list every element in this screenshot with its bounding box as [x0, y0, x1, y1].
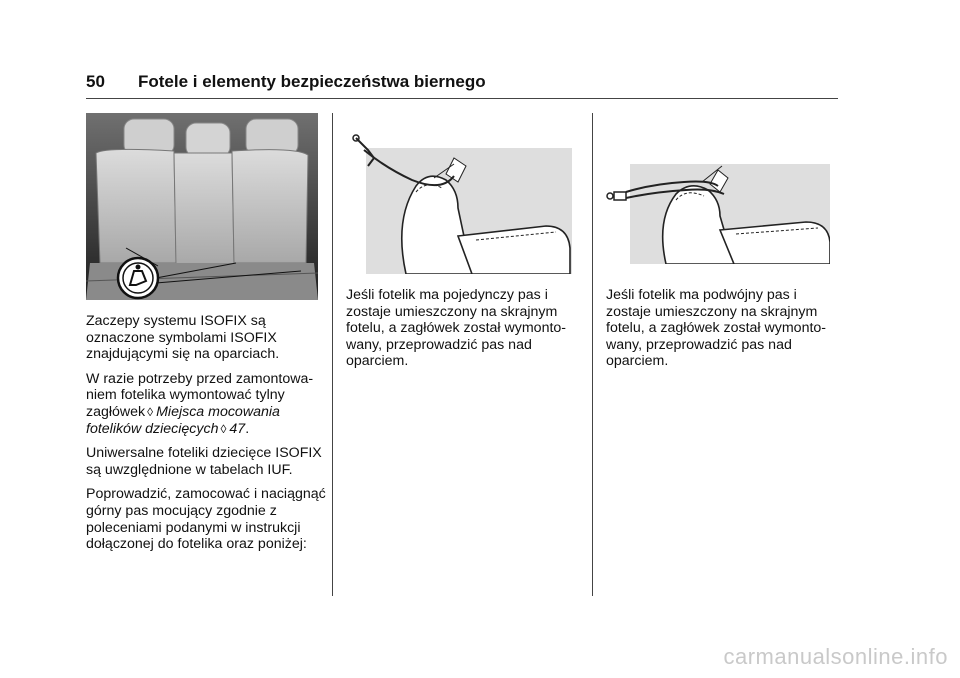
sentence-end: .	[245, 420, 250, 437]
rear-seat-photo	[86, 113, 318, 300]
watermark: carmanualsonline.info	[723, 644, 948, 669]
reference-arrow-icon: ◊	[147, 404, 154, 419]
column-divider-1	[332, 113, 333, 596]
single-strap-paragraph: Jeśli fotelik ma pojedynczy pas i zostaje umieszczony na skrajnym fotelu, a zagłówek został wymonto-wany, przeprowadzić pas nad oparciem.	[346, 287, 567, 370]
section-title: Fotele i elementy bezpieczeństwa biernego	[138, 72, 486, 91]
double-strap-illustration	[606, 158, 830, 264]
column-3-text	[606, 287, 840, 378]
universal-seats-paragraph: Uniwersalne foteliki dziecięce ISOFIX są uwzględnione w tabelach IUF.	[86, 445, 322, 478]
isofix-child-seat-icon	[118, 258, 158, 298]
column-divider-2	[592, 113, 593, 596]
reference-arrow-icon: ◊	[220, 421, 227, 436]
top-tether-paragraph: Poprowadzić, zamocować i naciągnąć górny pas mocujący zgodnie z poleceniami podanymi w instrukcji dołączonej do fotelika oraz poniżej:	[86, 486, 326, 553]
isofix-description-paragraph: Zaczepy systemu ISOFIX są oznaczone symbolami ISOFIX znajdującymi się na oparciach.	[86, 313, 280, 363]
single-strap-illustration	[346, 130, 572, 274]
double-strap-paragraph: Jeśli fotelik ma podwójny pas i zostaje umieszczony na skrajnym fotelu, a zagłówek został wymonto-wany, przeprowadzić pas nad oparciem.	[606, 287, 827, 370]
header-divider	[86, 98, 838, 99]
headrest-removal-text: W razie potrzeby przed zamontowa-niem fotelika wymontować tylny zagłówek	[86, 370, 314, 420]
headrest-removal-paragraph	[86, 371, 326, 437]
page-number: 50	[86, 72, 105, 91]
child-seat-anchors-link[interactable]: Miejsca mocowania fotelików dziecięcych	[86, 403, 280, 437]
column-2-text	[346, 287, 580, 378]
column-1-text	[86, 313, 326, 561]
page-header	[86, 72, 838, 100]
page-reference[interactable]: 47	[229, 420, 246, 437]
